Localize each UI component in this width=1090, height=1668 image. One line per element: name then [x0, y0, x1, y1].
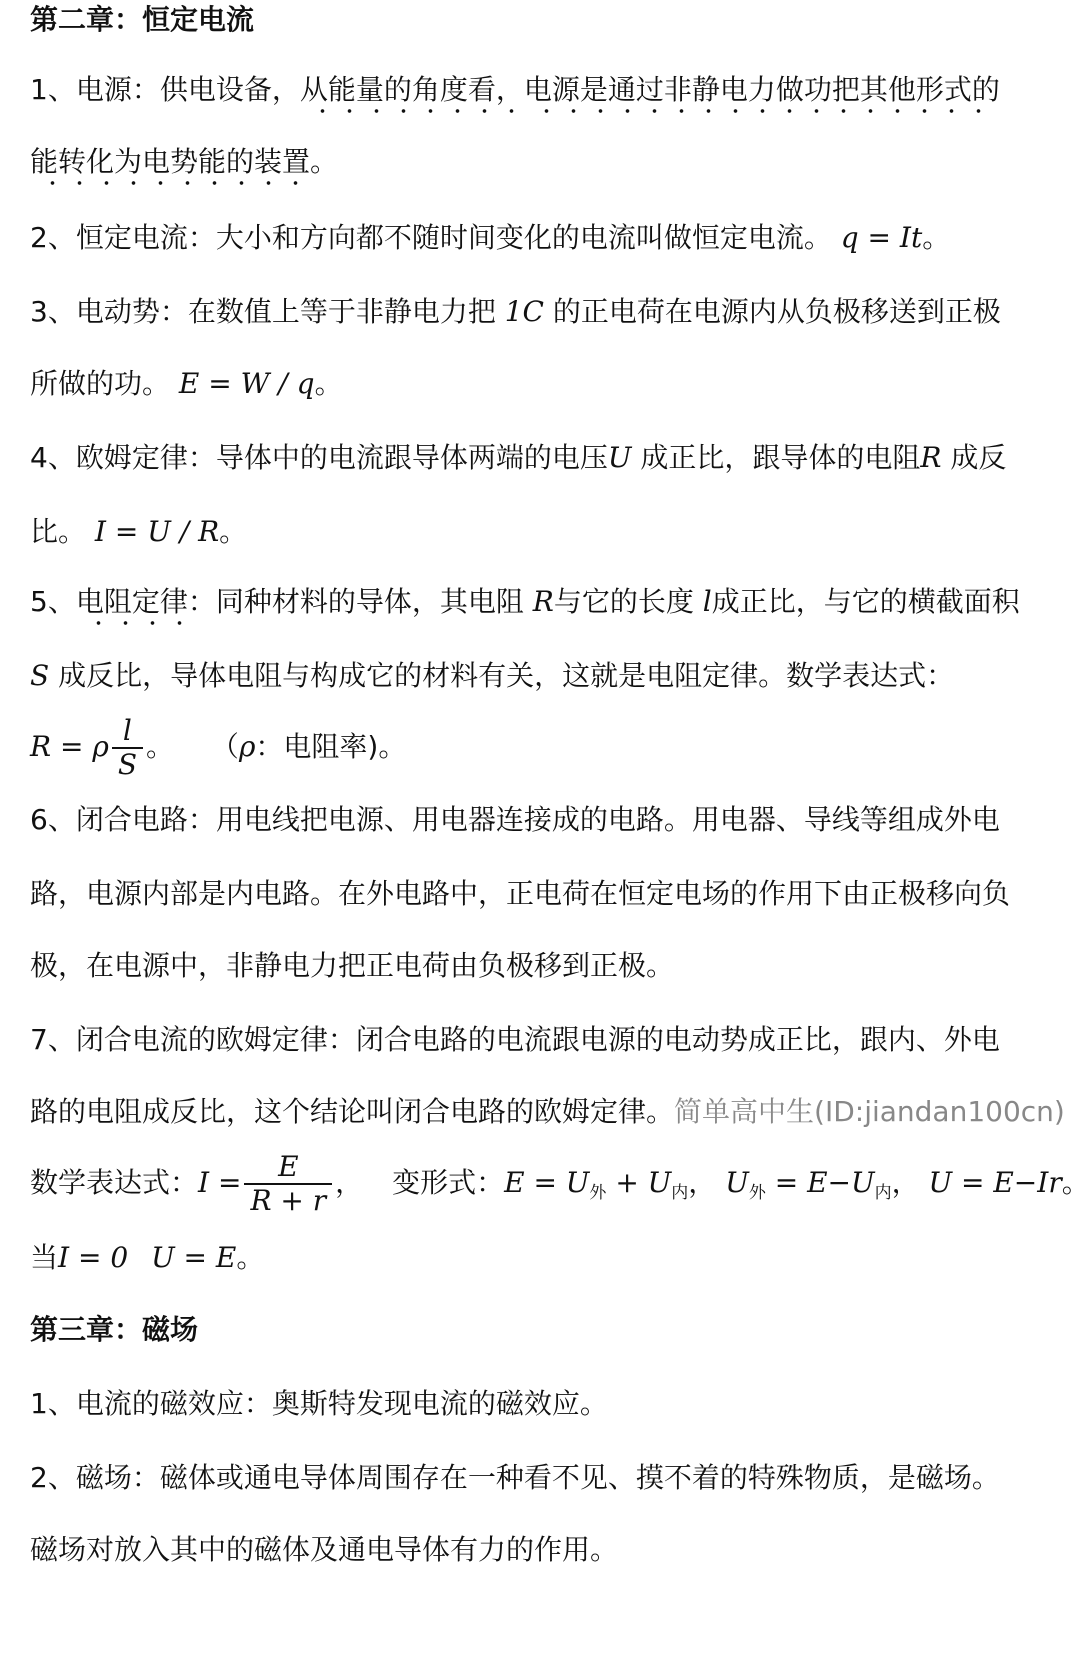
item-5-s: S — [30, 659, 50, 692]
item-7-comma-2: ， — [688, 1166, 717, 1199]
item-1-line-2 — [30, 144, 1060, 180]
item-5-c: 成正比，与它的横截面积 — [711, 585, 1020, 618]
item-2 — [30, 220, 1060, 256]
item-7-b: 路的电阻成反比，这个结论叫闭合电路的欧姆定律。 — [30, 1095, 675, 1128]
ohm-numerator: E — [278, 1150, 299, 1183]
item-7-line-2 — [30, 1094, 1065, 1130]
item-3-b: 的正电荷在电源内从负极移送到正极 — [552, 295, 1001, 328]
item-5-end: 。 — [146, 730, 175, 763]
item-5-note: ：电阻率)。 — [255, 730, 407, 763]
item-5-label: 电阻定律 — [76, 585, 188, 627]
item-1-part-a: 供电设备， — [159, 73, 300, 106]
item-5-line-2 — [30, 658, 1060, 694]
ch3-item-1: 1、电流的磁效应：奥斯特发现电流的磁效应。 — [30, 1387, 608, 1420]
item-4-r: R — [920, 441, 942, 474]
item-5-rho: ρ — [238, 730, 256, 763]
item-4-d: 比。 — [30, 515, 87, 548]
item-5-a: ：同种材料的导体，其电阻 — [187, 585, 524, 618]
item-3-c: 所做的功。 — [30, 367, 171, 400]
chapter-2-title: 第二章：恒定电流 — [30, 3, 255, 36]
item-4-c: 成反 — [950, 441, 1007, 474]
item-5-num: 5、 — [30, 585, 76, 618]
item-7-cond: I = 0 — [58, 1241, 129, 1274]
chapter-3-title: 第三章：磁场 — [30, 1313, 199, 1346]
item-7-comma-3: ， — [891, 1166, 920, 1199]
ch3-item-2-line-2: 磁场对放入其中的磁体及通电导体有力的作用。 — [30, 1533, 619, 1566]
item-1-end: 。 — [310, 145, 339, 178]
item-3-unit: 1C — [504, 295, 544, 328]
variant-2-main: U — [725, 1166, 749, 1199]
item-7-end-2: 。 — [236, 1241, 265, 1274]
variant-2-mid: = E−U — [765, 1166, 875, 1199]
item-3-line-1 — [30, 294, 1060, 330]
item-4-a: 4、欧姆定律：导体中的电流跟导体两端的电压 — [30, 441, 608, 474]
item-1-line-1 — [30, 72, 1060, 108]
ohm-denominator: R + r — [244, 1183, 332, 1217]
item-4-line-2 — [30, 514, 1060, 550]
item-7-res: U = E — [151, 1241, 237, 1274]
variant-2 — [725, 1166, 892, 1203]
item-5-l: l — [702, 585, 712, 618]
item-7-when: 当 — [30, 1241, 59, 1274]
ohm-fraction — [244, 1151, 332, 1217]
item-4-u: U — [607, 441, 632, 474]
item-5-r: R — [532, 585, 554, 618]
variant-2-sub-int: 内 — [874, 1183, 892, 1203]
item-7-expr-label: 数学表达式： — [30, 1166, 199, 1199]
item-2-formula: q = It — [840, 221, 923, 254]
item-6-line-3: 极，在电源中，非静电力把正电荷由负极移到正极。 — [30, 949, 675, 982]
variant-1-sub-int: 内 — [671, 1183, 689, 1203]
item-5-lhs: R = ρ — [30, 730, 109, 763]
item-3-end: 。 — [314, 367, 343, 400]
item-7-comma-1: ， — [335, 1166, 364, 1199]
item-5-note-open: （ — [210, 730, 239, 763]
item-1-label: 1、电源： — [30, 73, 160, 106]
item-5-d: 成反比，导体电阻与构成它的材料有关，这就是电阻定律。数学表达式： — [58, 659, 955, 692]
fraction-numerator: l — [122, 714, 132, 747]
item-3-formula: E = W / q — [178, 367, 315, 400]
variant-1-plus: + U — [606, 1166, 672, 1199]
item-7-i-eq: I = — [198, 1166, 242, 1199]
item-1-part-c: 电源是通过非静电力做功把其他形式的 — [524, 73, 1000, 115]
item-7-condition — [30, 1240, 1060, 1276]
variant-2-sub-ext: 外 — [748, 1183, 766, 1203]
item-4-formula: I = U / R — [94, 515, 220, 548]
item-7-end-1: 。 — [1061, 1166, 1090, 1199]
variant-1-sub-ext: 外 — [589, 1183, 607, 1203]
resistivity-fraction — [112, 715, 143, 781]
item-5-formula-line — [30, 712, 1060, 788]
fraction-denominator: S — [112, 747, 143, 781]
variant-3: U = E−Ir — [928, 1166, 1062, 1199]
item-3-line-2 — [30, 366, 1060, 402]
variant-1 — [504, 1166, 689, 1203]
item-7-line-1: 7、闭合电流的欧姆定律：闭合电路的电流跟电源的电动势成正比，跟内、外电 — [30, 1023, 1000, 1056]
item-4-line-1 — [30, 440, 1060, 476]
ch3-item-2-line-1: 2、磁场：磁体或通电导体周围存在一种看不见、摸不着的特殊物质，是磁场。 — [30, 1461, 1000, 1494]
item-5-b: 与它的长度 — [553, 585, 694, 618]
item-1-part-b: 从能量的角度看， — [300, 73, 524, 115]
item-1-part-d: 能转化为电势能的装置 — [30, 145, 310, 187]
item-6-line-1: 6、闭合电路：用电线把电源、用电器连接成的电路。用电器、导线等组成外电 — [30, 803, 1000, 836]
watermark-text: 简单高中生(ID:jiandan100cn) — [674, 1095, 1065, 1128]
item-7-var-label: 变形式： — [392, 1166, 505, 1199]
item-4-end: 。 — [219, 515, 248, 548]
item-6-line-2: 路，电源内部是内电路。在外电路中，正电荷在恒定电场的作用下由正极移向负 — [30, 877, 1011, 910]
item-2-text: 2、恒定电流：大小和方向都不随时间变化的电流叫做恒定电流。 — [30, 221, 832, 254]
item-7-formula-line — [30, 1148, 1090, 1224]
variant-1-main: E = U — [504, 1166, 590, 1199]
item-4-b: 成正比，跟导体的电阻 — [640, 441, 921, 474]
item-3-a: 3、电动势：在数值上等于非静电力把 — [30, 295, 496, 328]
item-2-end: 。 — [922, 221, 951, 254]
item-5-line-1 — [30, 584, 1060, 620]
